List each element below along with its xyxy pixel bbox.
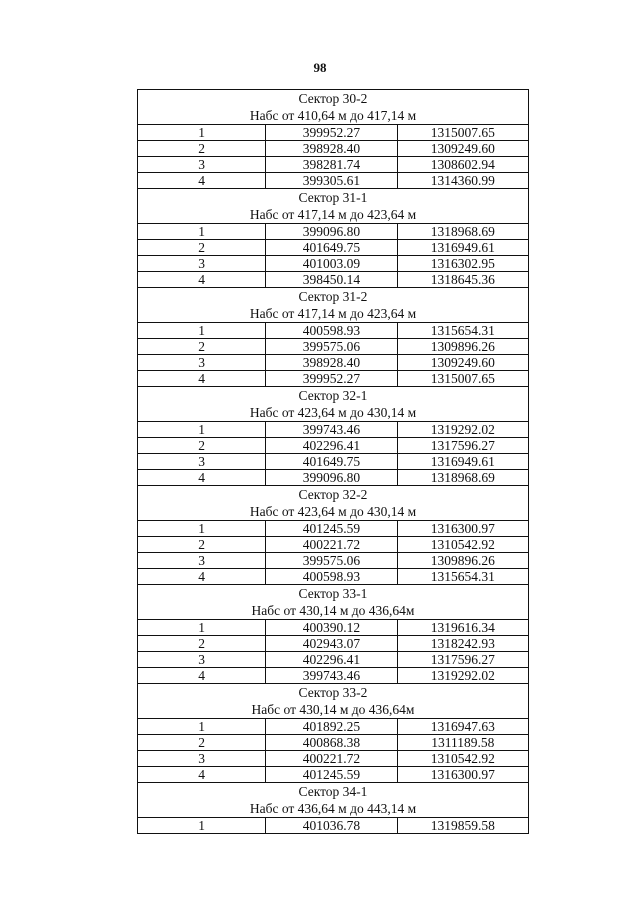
point-row: [138, 454, 529, 470]
point-number: 3: [138, 355, 266, 371]
point-row: [138, 751, 529, 767]
y-coordinate: 1316949.61: [397, 240, 528, 256]
point-row: [138, 224, 529, 240]
sector-height-range: Набс от 436,64 м до 443,14 м: [249, 801, 417, 816]
sector-header-row: [138, 486, 529, 521]
point-number: 3: [138, 553, 266, 569]
y-coordinate: 1309896.26: [397, 339, 528, 355]
x-coordinate: 401245.59: [266, 521, 397, 537]
y-coordinate: 1308602.94: [397, 157, 528, 173]
sector-title: Сектор 33-2: [298, 685, 368, 700]
point-number: 1: [138, 422, 266, 438]
y-coordinate: 1316302.95: [397, 256, 528, 272]
point-row: [138, 438, 529, 454]
sector-title: Сектор 31-1: [298, 190, 368, 205]
sector-header: [138, 90, 529, 125]
sector-height-range: Набс от 417,14 м до 423,64 м: [249, 207, 417, 222]
sector-header: [138, 684, 529, 719]
sector-header-row: [138, 783, 529, 818]
point-row: [138, 157, 529, 173]
y-coordinate: 1318242.93: [397, 636, 528, 652]
point-row: [138, 620, 529, 636]
point-number: 4: [138, 767, 266, 783]
y-coordinate: 1319292.02: [397, 422, 528, 438]
page-number: 98: [313, 60, 327, 75]
point-number: 2: [138, 735, 266, 751]
x-coordinate: 401649.75: [266, 454, 397, 470]
point-number: 1: [138, 521, 266, 537]
x-coordinate: 399743.46: [266, 668, 397, 684]
point-row: [138, 537, 529, 553]
y-coordinate: 1309249.60: [397, 141, 528, 157]
point-number: 4: [138, 272, 266, 288]
point-number: 2: [138, 438, 266, 454]
y-coordinate: 1316300.97: [397, 767, 528, 783]
x-coordinate: 400868.38: [266, 735, 397, 751]
x-coordinate: 400598.93: [266, 569, 397, 585]
point-number: 3: [138, 454, 266, 470]
point-number: 3: [138, 751, 266, 767]
x-coordinate: 400221.72: [266, 537, 397, 553]
point-row: [138, 636, 529, 652]
coordinates-table-body: [138, 90, 529, 834]
x-coordinate: 401892.25: [266, 719, 397, 735]
point-row: [138, 371, 529, 387]
point-number: 4: [138, 371, 266, 387]
sector-title: Сектор 34-1: [298, 784, 368, 799]
y-coordinate: 1318968.69: [397, 470, 528, 486]
point-row: [138, 240, 529, 256]
y-coordinate: 1310542.92: [397, 751, 528, 767]
point-row: [138, 719, 529, 735]
x-coordinate: 398928.40: [266, 355, 397, 371]
sector-height-range: Набс от 423,64 м до 430,14 м: [249, 504, 417, 519]
x-coordinate: 399952.27: [266, 371, 397, 387]
x-coordinate: 399743.46: [266, 422, 397, 438]
point-row: [138, 818, 529, 834]
x-coordinate: 400390.12: [266, 620, 397, 636]
y-coordinate: 1319616.34: [397, 620, 528, 636]
sector-title: Сектор 32-1: [298, 388, 368, 403]
y-coordinate: 1310542.92: [397, 537, 528, 553]
y-coordinate: 1317596.27: [397, 438, 528, 454]
point-number: 2: [138, 537, 266, 553]
point-row: [138, 569, 529, 585]
sector-header-row: [138, 585, 529, 620]
y-coordinate: 1317596.27: [397, 652, 528, 668]
point-row: [138, 141, 529, 157]
point-number: 3: [138, 256, 266, 272]
y-coordinate: 1318968.69: [397, 224, 528, 240]
x-coordinate: 398450.14: [266, 272, 397, 288]
sector-header: [138, 585, 529, 620]
point-number: 1: [138, 224, 266, 240]
point-number: 2: [138, 141, 266, 157]
x-coordinate: 398281.74: [266, 157, 397, 173]
x-coordinate: 401245.59: [266, 767, 397, 783]
point-row: [138, 339, 529, 355]
sector-height-range: Набс от 423,64 м до 430,14 м: [249, 405, 417, 420]
sector-title: Сектор 30-2: [298, 91, 368, 106]
y-coordinate: 1319292.02: [397, 668, 528, 684]
sector-title: Сектор 31-2: [298, 289, 368, 304]
x-coordinate: 399952.27: [266, 125, 397, 141]
sector-height-range: Набс от 430,14 м до 436,64м: [251, 702, 415, 717]
point-number: 2: [138, 240, 266, 256]
sector-title: Сектор 33-1: [298, 586, 368, 601]
x-coordinate: 400221.72: [266, 751, 397, 767]
x-coordinate: 401003.09: [266, 256, 397, 272]
y-coordinate: 1309896.26: [397, 553, 528, 569]
point-row: [138, 553, 529, 569]
coordinates-table: [137, 89, 529, 834]
point-number: 3: [138, 652, 266, 668]
point-number: 1: [138, 620, 266, 636]
sector-height-range: Набс от 430,14 м до 436,64м: [251, 603, 415, 618]
point-number: 3: [138, 157, 266, 173]
point-number: 2: [138, 339, 266, 355]
point-row: [138, 767, 529, 783]
y-coordinate: 1314360.99: [397, 173, 528, 189]
sector-height-range: Набс от 417,14 м до 423,64 м: [249, 306, 417, 321]
point-row: [138, 323, 529, 339]
point-number: 4: [138, 470, 266, 486]
sector-header: [138, 189, 529, 224]
point-row: [138, 355, 529, 371]
y-coordinate: 1311189.58: [397, 735, 528, 751]
x-coordinate: 401649.75: [266, 240, 397, 256]
y-coordinate: 1318645.36: [397, 272, 528, 288]
x-coordinate: 401036.78: [266, 818, 397, 834]
sector-header-row: [138, 387, 529, 422]
x-coordinate: 399096.80: [266, 224, 397, 240]
point-number: 1: [138, 323, 266, 339]
x-coordinate: 402943.07: [266, 636, 397, 652]
y-coordinate: 1319859.58: [397, 818, 528, 834]
point-number: 1: [138, 818, 266, 834]
sector-title: Сектор 32-2: [298, 487, 368, 502]
sector-header: [138, 783, 529, 818]
sector-header-row: [138, 684, 529, 719]
point-row: [138, 668, 529, 684]
point-number: 1: [138, 719, 266, 735]
sector-height-range: Набс от 410,64 м до 417,14 м: [249, 108, 417, 123]
y-coordinate: 1315007.65: [397, 125, 528, 141]
point-number: 4: [138, 668, 266, 684]
y-coordinate: 1315654.31: [397, 323, 528, 339]
point-row: [138, 735, 529, 751]
point-row: [138, 652, 529, 668]
x-coordinate: 400598.93: [266, 323, 397, 339]
y-coordinate: 1316947.63: [397, 719, 528, 735]
x-coordinate: 399575.06: [266, 339, 397, 355]
sector-header: [138, 387, 529, 422]
y-coordinate: 1316949.61: [397, 454, 528, 470]
y-coordinate: 1316300.97: [397, 521, 528, 537]
point-row: [138, 470, 529, 486]
x-coordinate: 398928.40: [266, 141, 397, 157]
point-row: [138, 272, 529, 288]
x-coordinate: 399575.06: [266, 553, 397, 569]
y-coordinate: 1315654.31: [397, 569, 528, 585]
x-coordinate: 399096.80: [266, 470, 397, 486]
point-row: [138, 125, 529, 141]
point-number: 4: [138, 173, 266, 189]
x-coordinate: 399305.61: [266, 173, 397, 189]
point-row: [138, 521, 529, 537]
sector-header-row: [138, 288, 529, 323]
point-number: 2: [138, 636, 266, 652]
sector-header: [138, 486, 529, 521]
sector-header-row: [138, 90, 529, 125]
point-row: [138, 422, 529, 438]
sector-header-row: [138, 189, 529, 224]
point-row: [138, 256, 529, 272]
point-number: 4: [138, 569, 266, 585]
point-number: 1: [138, 125, 266, 141]
x-coordinate: 402296.41: [266, 652, 397, 668]
y-coordinate: 1315007.65: [397, 371, 528, 387]
x-coordinate: 402296.41: [266, 438, 397, 454]
y-coordinate: 1309249.60: [397, 355, 528, 371]
sector-header: [138, 288, 529, 323]
point-row: [138, 173, 529, 189]
